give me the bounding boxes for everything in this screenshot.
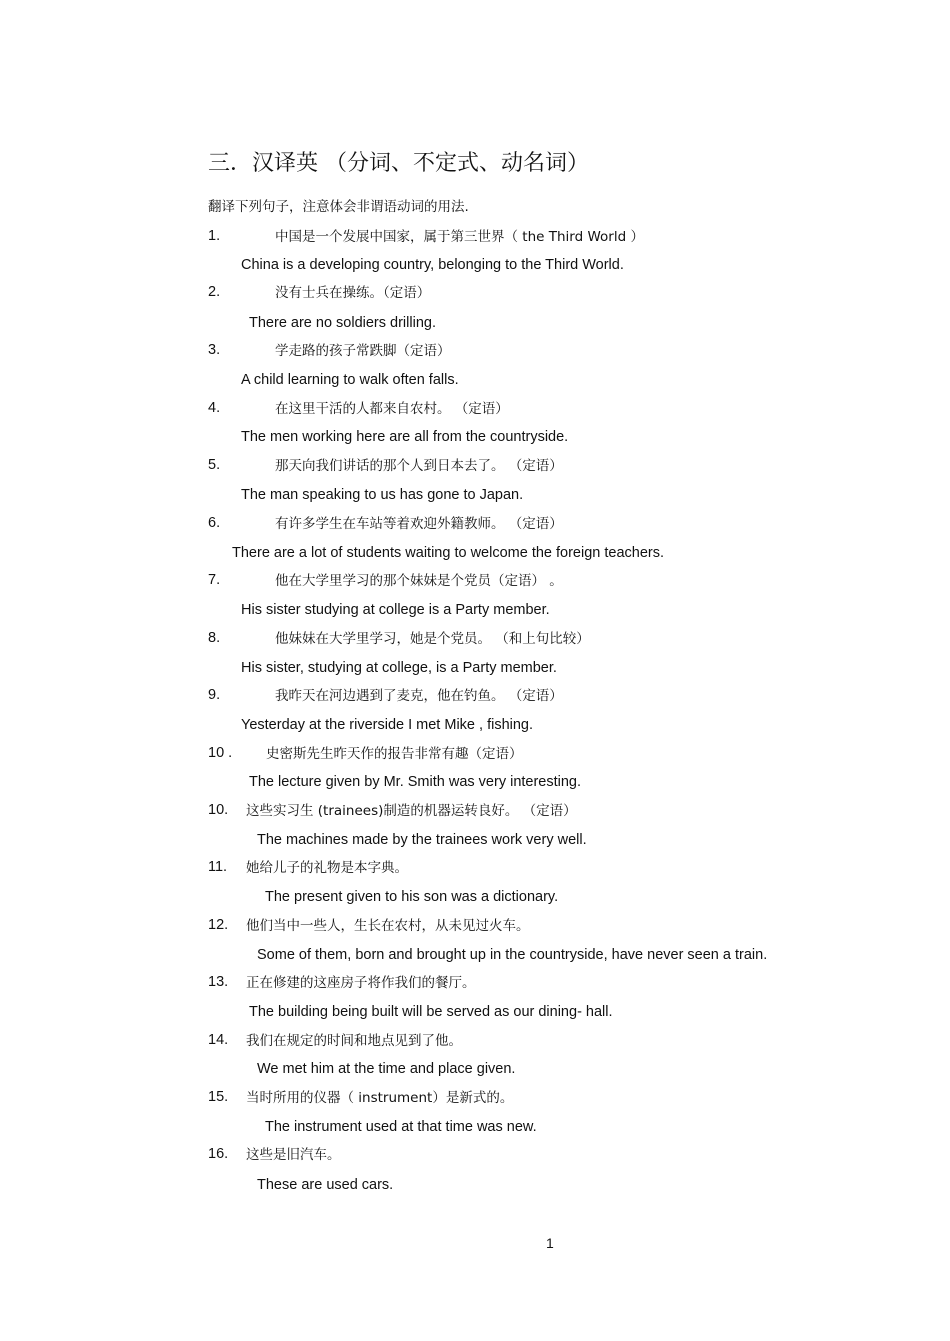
item-english: The present given to his son was a dictionary. — [265, 889, 559, 905]
item-number: 11. — [208, 859, 228, 875]
item-number: 12. — [208, 917, 229, 933]
section-title: 三．汉译英 （分词、不定式、动名词） — [208, 151, 589, 176]
item-english: China is a developing country, belonging to the Third World. — [241, 257, 624, 273]
item-number: 10 . — [208, 745, 233, 761]
item-number: 15. — [208, 1089, 229, 1105]
item-number: 13. — [208, 974, 229, 990]
item-english: There are no soldiers drilling. — [249, 315, 436, 331]
item-english: His sister, studying at college, is a Party member. — [241, 660, 557, 676]
item-chinese: 学走路的孩子常跌脚（定语） — [275, 343, 451, 359]
item-chinese: 这些实习生 (trainees)制造的机器运转良好。 （定语） — [246, 803, 577, 819]
item-english: The machines made by the trainees work very well. — [257, 832, 587, 848]
item-english: The man speaking to us has gone to Japan. — [241, 487, 524, 503]
item-number: 2. — [208, 284, 221, 300]
item-number: 5. — [208, 457, 221, 473]
item-english: The building being built will be served as our dining- hall. — [249, 1004, 613, 1020]
item-chinese: 没有士兵在操练。（定语） — [275, 285, 431, 301]
item-number: 4. — [208, 400, 221, 416]
item-number: 3. — [208, 342, 221, 358]
item-chinese: 当时所用的仪器（ instrument）是新式的。 — [246, 1090, 514, 1106]
item-chinese: 我昨天在河边遇到了麦克，他在钓鱼。 （定语） — [275, 688, 563, 704]
item-english: His sister studying at college is a Party member. — [241, 602, 550, 618]
item-number: 10. — [208, 802, 229, 818]
item-number: 1. — [208, 228, 221, 244]
item-number: 16. — [208, 1146, 229, 1162]
item-chinese: 这些是旧汽车。 — [246, 1147, 341, 1163]
item-chinese: 他在大学里学习的那个妹妹是个党员（定语） 。 — [275, 573, 563, 589]
item-english: A child learning to walk often falls. — [241, 372, 459, 388]
item-number: 6. — [208, 515, 221, 531]
item-english: Yesterday at the riverside I met Mike , fishing. — [241, 717, 534, 733]
item-english: The lecture given by Mr. Smith was very interesting. — [249, 774, 582, 790]
item-chinese: 有许多学生在车站等着欢迎外籍教师。 （定语） — [275, 516, 563, 532]
item-english: The men working here are all from the countryside. — [241, 429, 569, 445]
instruction-text: 翻译下列句子，注意体会非谓语动词的用法. — [208, 199, 469, 215]
item-english: The instrument used at that time was new. — [265, 1119, 537, 1135]
item-english: Some of them, born and brought up in the countryside, have never seen a train. — [257, 947, 768, 963]
item-number: 14. — [208, 1032, 229, 1048]
item-chinese: 他妹妹在大学里学习，她是个党员。 （和上句比较） — [275, 631, 590, 647]
item-chinese: 我们在规定的时间和地点见到了他。 — [246, 1033, 462, 1049]
item-number: 8. — [208, 630, 221, 646]
page-number: 1 — [546, 1235, 554, 1251]
item-chinese: 中国是一个发展中国家，属于第三世界（ the Third World ） — [275, 229, 644, 245]
item-chinese: 史密斯先生昨天作的报告非常有趣（定语） — [266, 746, 523, 762]
item-chinese: 她给儿子的礼物是本字典。 — [246, 860, 408, 876]
item-number: 9. — [208, 687, 221, 703]
item-chinese: 正在修建的这座房子将作我们的餐厅。 — [246, 975, 476, 991]
item-chinese: 在这里干活的人都来自农村。 （定语） — [275, 401, 509, 417]
item-number: 7. — [208, 572, 221, 588]
item-english: These are used cars. — [257, 1177, 394, 1193]
item-chinese: 那天向我们讲话的那个人到日本去了。 （定语） — [275, 458, 563, 474]
item-english: We met him at the time and place given. — [257, 1061, 516, 1077]
item-chinese: 他们当中一些人，生长在农村，从未见过火车。 — [246, 918, 530, 934]
item-english: There are a lot of students waiting to welcome the foreign teachers. — [232, 545, 665, 561]
